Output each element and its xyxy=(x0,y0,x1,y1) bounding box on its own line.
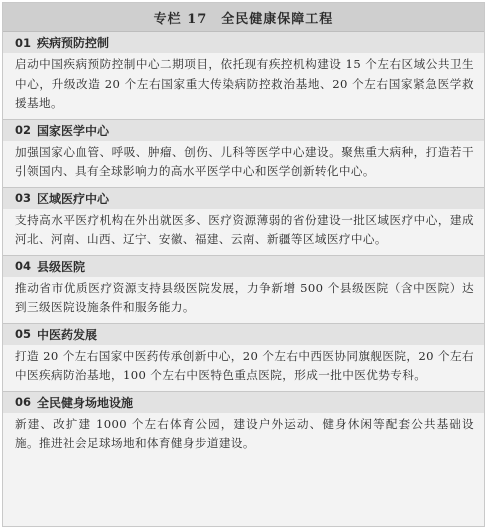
section-header xyxy=(3,32,484,53)
section-body: 推动省市优质医疗资源支持县级医院发展，力争新增 500 个县级医院（含中医院）达到三级医院设施条件和服务能力。 xyxy=(15,280,474,314)
box-header xyxy=(3,3,484,32)
section-disease-control xyxy=(3,32,484,120)
section-body: 支持高水平医疗机构在外出就医多、医疗资源薄弱的省份建设一批区域医疗中心，建成河北、河南、山西、辽宁、安徽、福建、云南、新疆等区域医疗中心。 xyxy=(15,212,474,246)
section-county-hospital xyxy=(3,256,484,324)
section-header xyxy=(3,324,484,345)
section-body: 打造 20 个左右国家中医药传承创新中心，20 个左右中西医协同旗舰医院，20 个左右中医疾病防治基地，100 个左右中医特色重点医院，形成一批中医优势专科。 xyxy=(15,348,474,382)
section-title: 县级医院 xyxy=(37,259,86,274)
section-title: 全民健身场地设施 xyxy=(37,395,134,410)
section-title: 疾病预防控制 xyxy=(37,36,110,50)
section-fitness-facilities xyxy=(3,392,484,459)
section-regional-medical-center xyxy=(3,188,484,256)
section-number: 06 xyxy=(15,395,32,409)
section-national-medical-center xyxy=(3,120,484,188)
section-number: 03 xyxy=(15,191,32,205)
section-title: 国家医学中心 xyxy=(37,123,110,138)
section-title: 中医药发展 xyxy=(37,327,98,342)
section-number: 02 xyxy=(15,123,32,137)
section-header xyxy=(3,120,484,141)
section-body: 加强国家心血管、呼吸、肿瘤、创伤、儿科等医学中心建设。聚焦重大病种，打造若干引领国内、具有全球影响力的高水平医学中心和医学创新转化中心。 xyxy=(15,144,474,178)
section-header xyxy=(3,188,484,209)
section-body: 新建、改扩建 1000 个左右体育公园，建设户外运动、健身休闲等配套公共基础设施。推进社会足球场地和体育健身步道建设。 xyxy=(15,416,474,450)
box-title: 全民健康保障工程 xyxy=(221,11,334,27)
column-box xyxy=(2,2,485,527)
section-header xyxy=(3,392,484,413)
section-body: 启动中国疾病预防控制中心二期项目，依托现有疾控机构建设 15 个左右区域公共卫生中心，升级改造 20 个左右国家重大传染病防控救治基地、20 个左右国家紧急医学救援基地。 xyxy=(15,57,474,110)
section-header xyxy=(3,256,484,277)
section-number: 05 xyxy=(15,327,32,341)
box-label: 专栏 17 xyxy=(153,11,208,27)
section-title: 区域医疗中心 xyxy=(37,191,110,206)
section-number: 01 xyxy=(15,35,32,50)
section-tcm-development xyxy=(3,324,484,392)
section-number: 04 xyxy=(15,259,32,273)
